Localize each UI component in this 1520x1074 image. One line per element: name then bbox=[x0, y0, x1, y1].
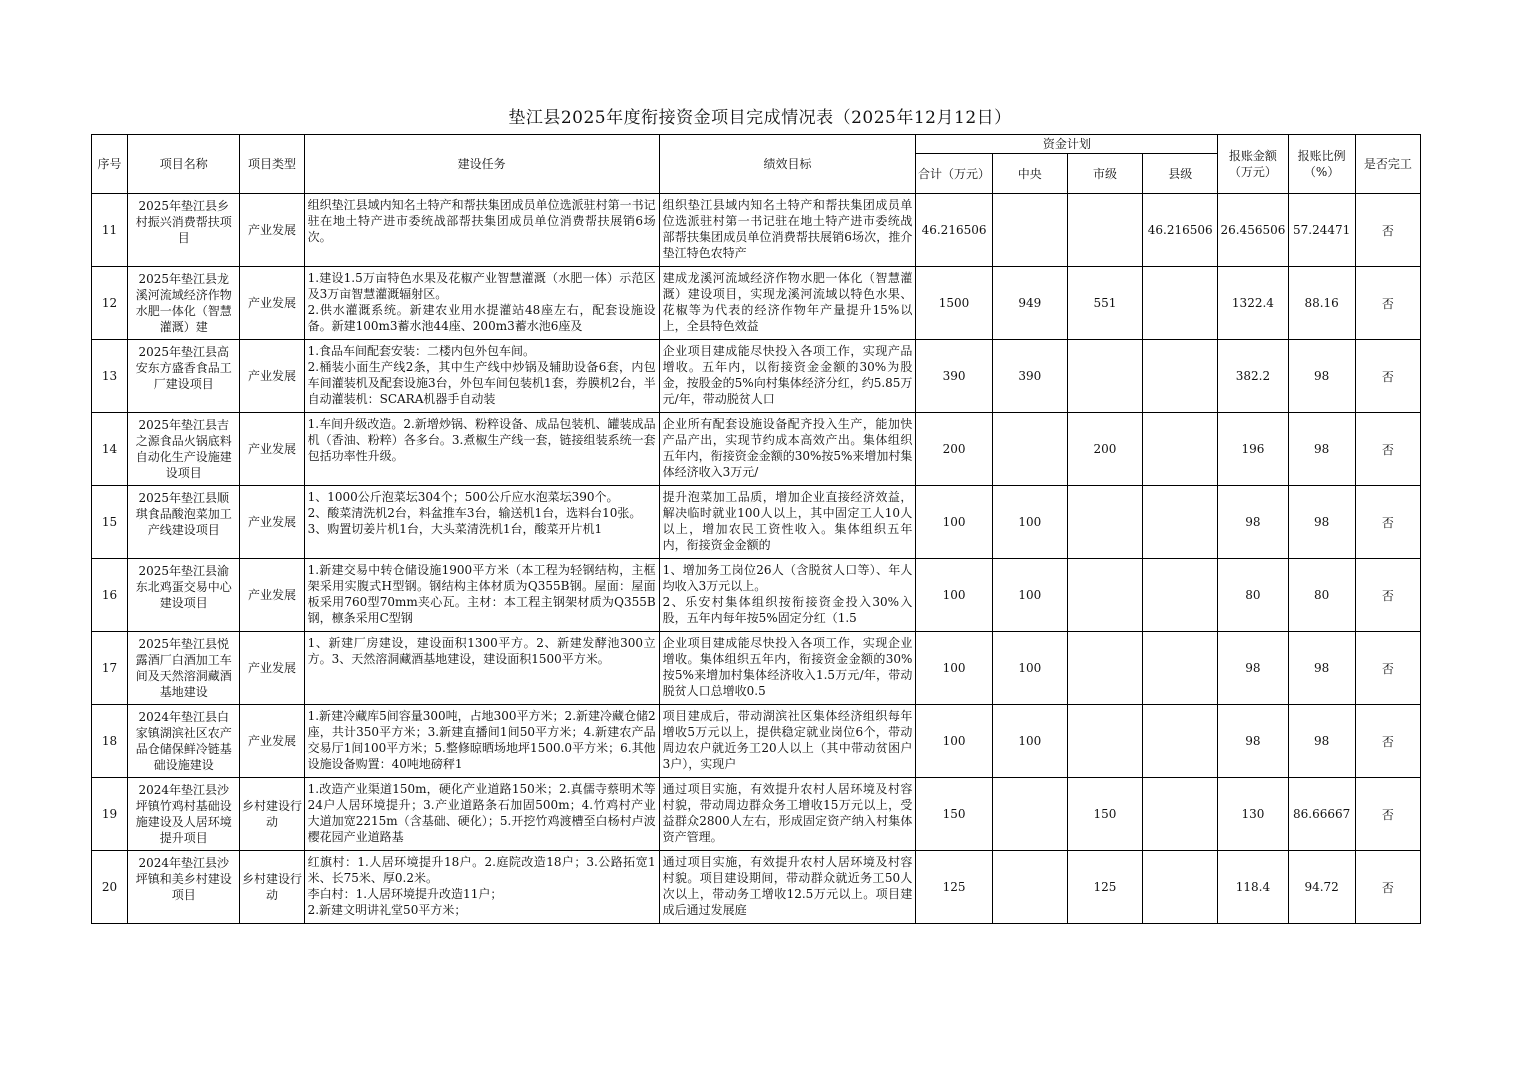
table-row bbox=[92, 705, 1421, 778]
cell-central bbox=[992, 413, 1067, 486]
cell-project-type: 乡村建设行动 bbox=[240, 778, 304, 851]
cell-completed: 否 bbox=[1355, 559, 1420, 632]
cell-city bbox=[1067, 705, 1142, 778]
cell-project-name bbox=[128, 267, 240, 340]
cell-text: 2024年垫江县沙坪镇竹鸡村基础设施建设及人居环境提升项目 bbox=[135, 783, 232, 845]
cell-central: 390 bbox=[992, 340, 1067, 413]
cell-task bbox=[304, 340, 659, 413]
cell-text: 1、新建厂房建设，建设面积1300平方。2、新建发酵池300立方。3、天然溶洞藏酒基地建设，建设面积1500平方米。 bbox=[307, 636, 656, 666]
cell-seq: 18 bbox=[92, 705, 128, 778]
header-total: 合计（万元） bbox=[916, 154, 992, 194]
cell-total: 100 bbox=[916, 486, 992, 559]
cell-county bbox=[1143, 705, 1218, 778]
cell-project-name bbox=[128, 194, 240, 267]
cell-completed: 否 bbox=[1355, 705, 1420, 778]
cell-city bbox=[1067, 340, 1142, 413]
cell-reimb-ratio: 57.24471 bbox=[1288, 194, 1355, 267]
cell-city bbox=[1067, 486, 1142, 559]
cell-seq: 19 bbox=[92, 778, 128, 851]
header-central: 中央 bbox=[992, 154, 1067, 194]
cell-task bbox=[304, 632, 659, 705]
cell-text: 组织垫江县域内知名土特产和帮扶集团成员单位选派驻村第一书记驻在地土特产进市委统战部帮扶集团成员单位消费帮扶展销6场次，推介垫江特色农特产 bbox=[662, 198, 913, 260]
cell-task bbox=[304, 705, 659, 778]
cell-performance bbox=[659, 851, 916, 924]
cell-text: 1.新建冷藏库5间容量300吨，占地300平方米；2.新建冷藏仓储2座，共计350平方米；3.新建直播间1间50平方米；4.新建农产品交易厅1间100平方米；5.整修晾晒场地坪1500.0平方米；6.其他设施设备购置：40吨地磅秤1 bbox=[307, 709, 656, 771]
cell-task bbox=[304, 486, 659, 559]
cell-county bbox=[1143, 486, 1218, 559]
project-table bbox=[91, 134, 1421, 924]
cell-completed: 否 bbox=[1355, 194, 1420, 267]
cell-total: 100 bbox=[916, 632, 992, 705]
cell-text: 1、增加务工岗位26人（含脱贫人口等）、年人均收入3万元以上。 2、乐安村集体组织按衔接资金投入30%入股，五年内每年按5%固定分红（1.5 bbox=[662, 563, 913, 625]
cell-text: 1、1000公斤泡菜坛304个；500公斤应水泡菜坛390个。 2、酸菜清洗机2台，料盆推车3台，输送机1台，选料台10张。 3、购置切姜片机1台，大头菜清洗机1台，酸菜开片机1 bbox=[307, 490, 642, 536]
cell-text: 1.改造产业渠道150m，硬化产业道路150米；2.真儒寺蔡明术等24户人居环境提升；3.产业道路条石加固500m；4.竹鸡村产业大道加宽2215m（含基础、硬化）；5.开挖竹鸡渡槽至白杨村卢波樱花园产业道路基 bbox=[307, 782, 656, 844]
cell-project-type: 产业发展 bbox=[240, 486, 304, 559]
cell-city bbox=[1067, 559, 1142, 632]
cell-project-name bbox=[128, 778, 240, 851]
cell-total: 390 bbox=[916, 340, 992, 413]
cell-text: 1.新建交易中转仓储设施1900平方米（本工程为轻钢结构，主框架采用实腹式H型钢。钢结构主体材质为Q355B钢。屋面：屋面板采用760型70mm夹心瓦。主材：本工程主钢架材质为Q355B钢，檩条采用C型钢 bbox=[307, 563, 656, 625]
header-fund-plan: 资金计划 bbox=[916, 135, 1218, 154]
cell-completed: 否 bbox=[1355, 340, 1420, 413]
cell-task bbox=[304, 413, 659, 486]
cell-completed: 否 bbox=[1355, 486, 1420, 559]
cell-completed: 否 bbox=[1355, 778, 1420, 851]
table-row bbox=[92, 559, 1421, 632]
cell-seq: 15 bbox=[92, 486, 128, 559]
cell-performance bbox=[659, 778, 916, 851]
cell-seq: 12 bbox=[92, 267, 128, 340]
cell-reimb-ratio: 86.66667 bbox=[1288, 778, 1355, 851]
cell-text: 建成龙溪河流域经济作物水肥一体化（智慧灌溉）建设项目，实现龙溪河流域以特色水果、花椒等为代表的经济作物年产量提升15%以上，全县特色效益 bbox=[662, 271, 913, 333]
cell-central: 100 bbox=[992, 705, 1067, 778]
cell-text: 企业项目建成能尽快投入各项工作，实现产品增收。五年内，以衔接资金金额的30%为股金，按股金的5%向村集体经济分红，约5.85万元/年，带动脱贫人口 bbox=[662, 344, 913, 406]
cell-county bbox=[1143, 778, 1218, 851]
cell-city: 200 bbox=[1067, 413, 1142, 486]
cell-performance bbox=[659, 632, 916, 705]
cell-reimb-ratio: 98 bbox=[1288, 340, 1355, 413]
header-task: 建设任务 bbox=[304, 135, 659, 194]
cell-text: 通过项目实施，有效提升农村人居环境及村容村貌。项目建设期间，带动群众就近务工50人次以上，带动务工增收12.5万元以上。项目建成后通过发展庭 bbox=[662, 855, 913, 917]
cell-central: 100 bbox=[992, 559, 1067, 632]
cell-task bbox=[304, 267, 659, 340]
cell-reimb-amount: 26.456506 bbox=[1218, 194, 1288, 267]
cell-task bbox=[304, 778, 659, 851]
cell-text: 1.车间升级改造。2.新增炒锅、粉粹设备、成品包装机、罐装成品机（香油、粉粹）各多台。3.煮椒生产线一套，链接组装系统一套包括功率性升级。 bbox=[307, 417, 656, 463]
cell-total: 125 bbox=[916, 851, 992, 924]
cell-project-name bbox=[128, 413, 240, 486]
document-title: 垫江县2025年度衔接资金项目完成情况表（2025年12月12日） bbox=[508, 108, 1012, 128]
header-perf: 绩效目标 bbox=[659, 135, 916, 194]
cell-performance bbox=[659, 486, 916, 559]
cell-project-type: 产业发展 bbox=[240, 267, 304, 340]
cell-county bbox=[1143, 267, 1218, 340]
cell-central: 100 bbox=[992, 632, 1067, 705]
cell-total: 150 bbox=[916, 778, 992, 851]
cell-reimb-amount: 196 bbox=[1218, 413, 1288, 486]
cell-central bbox=[992, 194, 1067, 267]
cell-project-name bbox=[128, 559, 240, 632]
cell-text: 组织垫江县域内知名土特产和帮扶集团成员单位选派驻村第一书记驻在地土特产进市委统战部帮扶集团成员单位消费帮扶展销6场次。 bbox=[307, 198, 656, 244]
cell-seq: 13 bbox=[92, 340, 128, 413]
cell-task bbox=[304, 559, 659, 632]
cell-reimb-amount: 98 bbox=[1218, 486, 1288, 559]
cell-city bbox=[1067, 632, 1142, 705]
cell-text: 2025年垫江县乡村振兴消费帮扶项目 bbox=[135, 199, 232, 245]
header-county: 县级 bbox=[1143, 154, 1218, 194]
cell-project-name bbox=[128, 340, 240, 413]
table-row bbox=[92, 194, 1421, 267]
cell-text: 2025年垫江县悦露酒厂白酒加工车间及天然溶洞藏酒基地建设 bbox=[135, 637, 232, 699]
cell-reimb-ratio: 94.72 bbox=[1288, 851, 1355, 924]
cell-project-type: 产业发展 bbox=[240, 413, 304, 486]
cell-reimb-amount: 382.2 bbox=[1218, 340, 1288, 413]
cell-completed: 否 bbox=[1355, 413, 1420, 486]
cell-reimb-ratio: 88.16 bbox=[1288, 267, 1355, 340]
cell-text: 通过项目实施，有效提升农村人居环境及村容村貌，带动周边群众务工增收15万元以上，受益群众2800人左右，形成固定资产纳入村集体资产管理。 bbox=[662, 782, 913, 844]
cell-project-type: 产业发展 bbox=[240, 559, 304, 632]
cell-text: 2025年垫江县高安东方盛香食品工厂建设项目 bbox=[135, 345, 232, 391]
cell-seq: 20 bbox=[92, 851, 128, 924]
cell-project-type: 产业发展 bbox=[240, 340, 304, 413]
cell-text: 1.食品车间配套安装：二楼内包外包车间。 2.桶装小面生产线2条，其中生产线中炒锅及辅助设备6套，内包车间灌装机及配套设施3台，外包车间包装机1套，券膜机2台，半自动灌装机：SCARA机器手自动装 bbox=[307, 344, 656, 406]
cell-total: 1500 bbox=[916, 267, 992, 340]
cell-completed: 否 bbox=[1355, 632, 1420, 705]
cell-county bbox=[1143, 559, 1218, 632]
cell-text: 提升泡菜加工品质，增加企业直接经济效益，解决临时就业100人以上，其中固定工人10人以上，增加农民工资性收入。集体组织五年内，衔接资金金额的 bbox=[662, 490, 913, 552]
cell-reimb-ratio: 98 bbox=[1288, 413, 1355, 486]
cell-performance bbox=[659, 340, 916, 413]
cell-text: 企业项目建成能尽快投入各项工作，实现企业增收。集体组织五年内，衔接资金金额的30%按5%来增加村集体经济收入1.5万元/年，带动脱贫人口总增收0.5 bbox=[662, 636, 913, 698]
cell-project-name bbox=[128, 486, 240, 559]
cell-text: 2024年垫江县白家镇湖滨社区农产品仓储保鲜冷链基础设施建设 bbox=[135, 710, 232, 772]
cell-city: 150 bbox=[1067, 778, 1142, 851]
table-row bbox=[92, 851, 1421, 924]
cell-text: 企业所有配套设施设备配齐投入生产，能加快产品产出，实现节约成本高效产出。集体组织五年内，衔接资金金额的30%按5%来增加村集体经济收入3万元/ bbox=[662, 417, 913, 479]
cell-project-type: 产业发展 bbox=[240, 194, 304, 267]
table-row bbox=[92, 486, 1421, 559]
cell-reimb-amount: 98 bbox=[1218, 705, 1288, 778]
header-seq: 序号 bbox=[92, 135, 128, 194]
cell-performance bbox=[659, 267, 916, 340]
table-row bbox=[92, 632, 1421, 705]
cell-reimb-ratio: 98 bbox=[1288, 486, 1355, 559]
header-completed: 是否完工 bbox=[1355, 135, 1420, 194]
cell-task bbox=[304, 194, 659, 267]
cell-performance bbox=[659, 413, 916, 486]
cell-reimb-ratio: 98 bbox=[1288, 705, 1355, 778]
cell-reimb-amount: 98 bbox=[1218, 632, 1288, 705]
cell-text: 2025年垫江县吉之源食品火锅底料自动化生产设施建设项目 bbox=[135, 418, 232, 480]
cell-city bbox=[1067, 194, 1142, 267]
header-reimb-amount: 报账金额（万元） bbox=[1218, 135, 1288, 194]
table-row bbox=[92, 267, 1421, 340]
cell-seq: 17 bbox=[92, 632, 128, 705]
table-row bbox=[92, 778, 1421, 851]
cell-project-name bbox=[128, 705, 240, 778]
cell-reimb-ratio: 98 bbox=[1288, 632, 1355, 705]
cell-reimb-amount: 80 bbox=[1218, 559, 1288, 632]
cell-performance bbox=[659, 705, 916, 778]
cell-reimb-amount: 118.4 bbox=[1218, 851, 1288, 924]
cell-city: 551 bbox=[1067, 267, 1142, 340]
cell-total: 200 bbox=[916, 413, 992, 486]
cell-county bbox=[1143, 632, 1218, 705]
cell-project-type: 产业发展 bbox=[240, 705, 304, 778]
header-type: 项目类型 bbox=[240, 135, 304, 194]
cell-central bbox=[992, 851, 1067, 924]
cell-text: 红旗村：1.人居环境提升18户。2.庭院改造18户；3.公路拓宽1米、长75米、厚0.2米。 李白村：1.人居环境提升改造11户； 2.新建文明讲礼堂50平方米； bbox=[307, 855, 656, 917]
cell-total: 100 bbox=[916, 559, 992, 632]
cell-text: 1.建设1.5万亩特色水果及花椒产业智慧灌溉（水肥一体）示范区及3万亩智慧灌溉辐射区。 2.供水灌溉系统。新建农业用水提灌站48座左右，配套设施设备。新建100m3蓄水池44座、200m3蓄水池6座及 bbox=[307, 271, 656, 333]
cell-seq: 16 bbox=[92, 559, 128, 632]
cell-county bbox=[1143, 340, 1218, 413]
cell-completed: 否 bbox=[1355, 267, 1420, 340]
cell-county bbox=[1143, 851, 1218, 924]
cell-project-type: 产业发展 bbox=[240, 632, 304, 705]
cell-text: 2025年垫江县顺琪食品酸泡菜加工产线建设项目 bbox=[135, 491, 232, 537]
table-row bbox=[92, 340, 1421, 413]
cell-total: 46.216506 bbox=[916, 194, 992, 267]
cell-central bbox=[992, 778, 1067, 851]
header-name: 项目名称 bbox=[128, 135, 240, 194]
cell-performance bbox=[659, 559, 916, 632]
cell-county bbox=[1143, 413, 1218, 486]
cell-text: 项目建成后，带动湖滨社区集体经济组织每年增收5万元以上，提供稳定就业岗位6个，带动周边农户就近务工20人以上（其中带动贫困户3户），实现户 bbox=[662, 709, 913, 771]
cell-project-type: 乡村建设行动 bbox=[240, 851, 304, 924]
cell-reimb-amount: 130 bbox=[1218, 778, 1288, 851]
cell-central: 100 bbox=[992, 486, 1067, 559]
cell-task bbox=[304, 851, 659, 924]
cell-completed: 否 bbox=[1355, 851, 1420, 924]
cell-text: 2024年垫江县沙坪镇和美乡村建设项目 bbox=[135, 856, 232, 902]
cell-reimb-ratio: 80 bbox=[1288, 559, 1355, 632]
cell-total: 100 bbox=[916, 705, 992, 778]
cell-text: 2025年垫江县龙溪河流域经济作物水肥一体化（智慧灌溉）建 bbox=[135, 272, 232, 334]
cell-reimb-amount: 1322.4 bbox=[1218, 267, 1288, 340]
cell-text: 2025年垫江县渝东北鸡蛋交易中心建设项目 bbox=[135, 564, 232, 610]
header-city: 市级 bbox=[1067, 154, 1142, 194]
cell-county: 46.216506 bbox=[1143, 194, 1218, 267]
cell-seq: 11 bbox=[92, 194, 128, 267]
cell-central: 949 bbox=[992, 267, 1067, 340]
cell-project-name bbox=[128, 632, 240, 705]
cell-project-name bbox=[128, 851, 240, 924]
table-row bbox=[92, 413, 1421, 486]
header-reimb-ratio: 报账比例（%） bbox=[1288, 135, 1355, 194]
cell-city: 125 bbox=[1067, 851, 1142, 924]
cell-performance bbox=[659, 194, 916, 267]
cell-seq: 14 bbox=[92, 413, 128, 486]
